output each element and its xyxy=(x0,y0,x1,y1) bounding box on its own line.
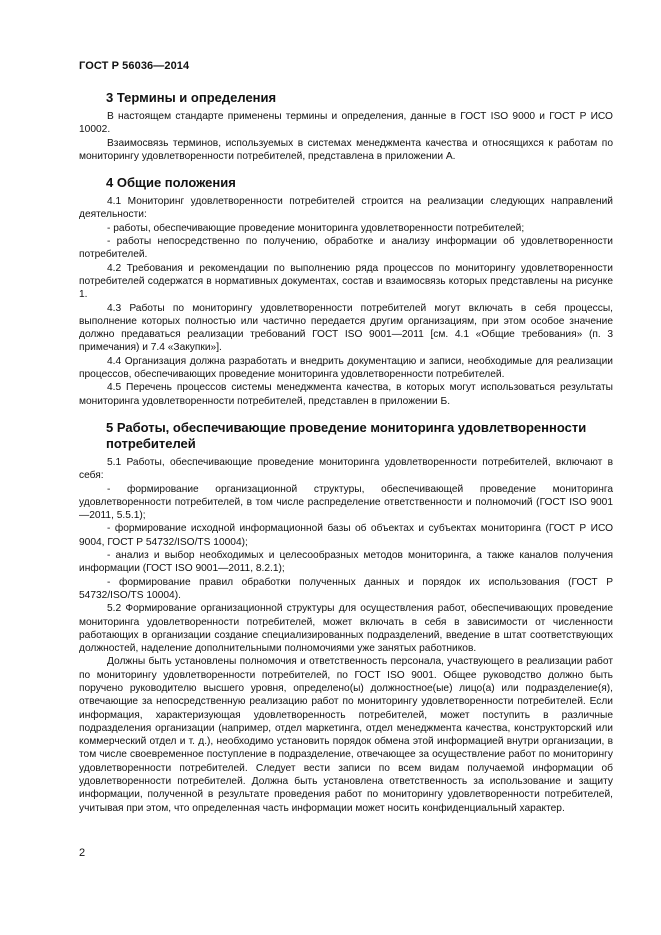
paragraph: 4.3 Работы по мониторингу удовлетворенности потребителей могут включать в себя процессы, выполнение которых полностью или частично передается другим организациям, при этом особое значение должно предаваться реализации требований ГОСТ ISO 9001—2011 [см. 4.1 «Общие требования» (п. 3 примечания) и 7.4 «Закупки»]. xyxy=(79,302,613,354)
list-item: - работы, обеспечивающие проведение мониторинга удовлетворенности потребителей; xyxy=(107,222,525,234)
paragraph: 4.1 Мониторинг удовлетворенности потребителей строится на реализации следующих направлений деятельности: xyxy=(79,196,613,221)
document-code-header: ГОСТ Р 56036—2014 xyxy=(79,60,190,72)
list-item: - анализ и выбор необходимых и целесообразных методов мониторинга, а также каналов получения информации (ГОСТ ISO 9001—2011, 8.2.1); xyxy=(79,550,613,575)
document-body xyxy=(79,90,613,827)
section-title: 4 Общие положения xyxy=(106,175,236,191)
paragraph: 4.4 Организация должна разработать и внедрить документацию и записи, необходимые для реализации процессов, обеспечивающих проведение мониторинга удовлетворенности потребителей. xyxy=(79,355,613,381)
paragraph: Взаимосвязь терминов, используемых в системах менеджмента качества и относящихся к работам по мониторингу удовлетворенности потребителей, представлена в приложении А. xyxy=(79,137,613,162)
paragraph: Должны быть установлены полномочия и ответственность персонала, участвующего в реализации работ по мониторингу удовлетворенности потребителей, по ГОСТ ISO 9001. Общее руководство должно быть поручено руководителю высшего уровня, определено(ы) должностное(ые) лицо(а) или подразделение(я), отвечающие за непосредственную реализацию работ по мониторингу удовлетворенности потребителей. Если информация, характеризующая удовлетворенность потребителей, может поступить в различные подразделения организации (например, отдел маркетинга, отдел менеджмента качества, конструкторский или коммерческий отдел и т. д.), необходимо установить порядок обмена этой информацией внутри организации, в том числе своевременное поступление в подразделение, отвечающее за осуществление работ по мониторингу удовлетворенности потребителей. Следует вести записи по всем видам получаемой информации об удовлетворенности потребителей. Должна быть установлена ответственность за использование и защиту информации, полученной в результате проведения работ по мониторингу удовлетворенности потребителей, учитывая при этом, что определенная часть информации может носить конфиденциальный характер. xyxy=(79,656,613,814)
paragraph: 4.2 Требования и рекомендации по выполнению ряда процессов по мониторингу удовлетворенности потребителей содержатся в нормативных документах, состав и взаимосвязь которых представлены на рисунке 1. xyxy=(79,262,613,301)
list-item: - формирование исходной информационной базы об объектах и субъектах мониторинга (ГОСТ Р ИСО 9004, ГОСТ Р 54732/ISO/TS 10004); xyxy=(79,523,613,548)
list-item: - работы непосредственно по получению, обработке и анализу информации об удовлетворенности потребителей. xyxy=(79,236,613,261)
paragraph: В настоящем стандарте применены термины и определения, данные в ГОСТ ISO 9000 и ГОСТ Р ИСО 10002. xyxy=(79,111,613,136)
section-title: 3 Термины и определения xyxy=(106,90,277,105)
section-title: 5 Работы, обеспечивающие проведение мониторинга удовлетворенности потребителей xyxy=(106,419,587,451)
section-terms xyxy=(79,90,613,163)
section-general xyxy=(79,175,613,408)
section-works xyxy=(79,420,613,815)
page-number: 2 xyxy=(79,847,86,859)
list-item: - формирование правил обработки полученных данных и порядок их использования (ГОСТ Р 54732/ISO/TS 10004). xyxy=(79,576,613,601)
paragraph: 5.2 Формирование организационной структуры для осуществления работ, обеспечивающих проведение мониторинга удовлетворенности потребителей, может включать в себя в зависимости от численности работающих в организации создание специализированных подразделений, введение в штат соответствующих должностей, наделение дополнительными полномочиями уже занятых работников. xyxy=(79,603,613,655)
list-item: - формирование организационной структуры, обеспечивающей проведение мониторинга удовлетворенности потребителей, в том числе распределение ответственности и полномочий (ГОСТ ISO 9001—2011, 5.5.1); xyxy=(79,483,613,522)
paragraph: 4.5 Перечень процессов системы менеджмента качества, в которых могут использоваться результаты мониторинга удовлетворенности потребителей, представлен в приложении Б. xyxy=(79,382,613,407)
paragraph: 5.1 Работы, обеспечивающие проведение мониторинга удовлетворенности потребителей, включают в себя: xyxy=(79,456,613,482)
